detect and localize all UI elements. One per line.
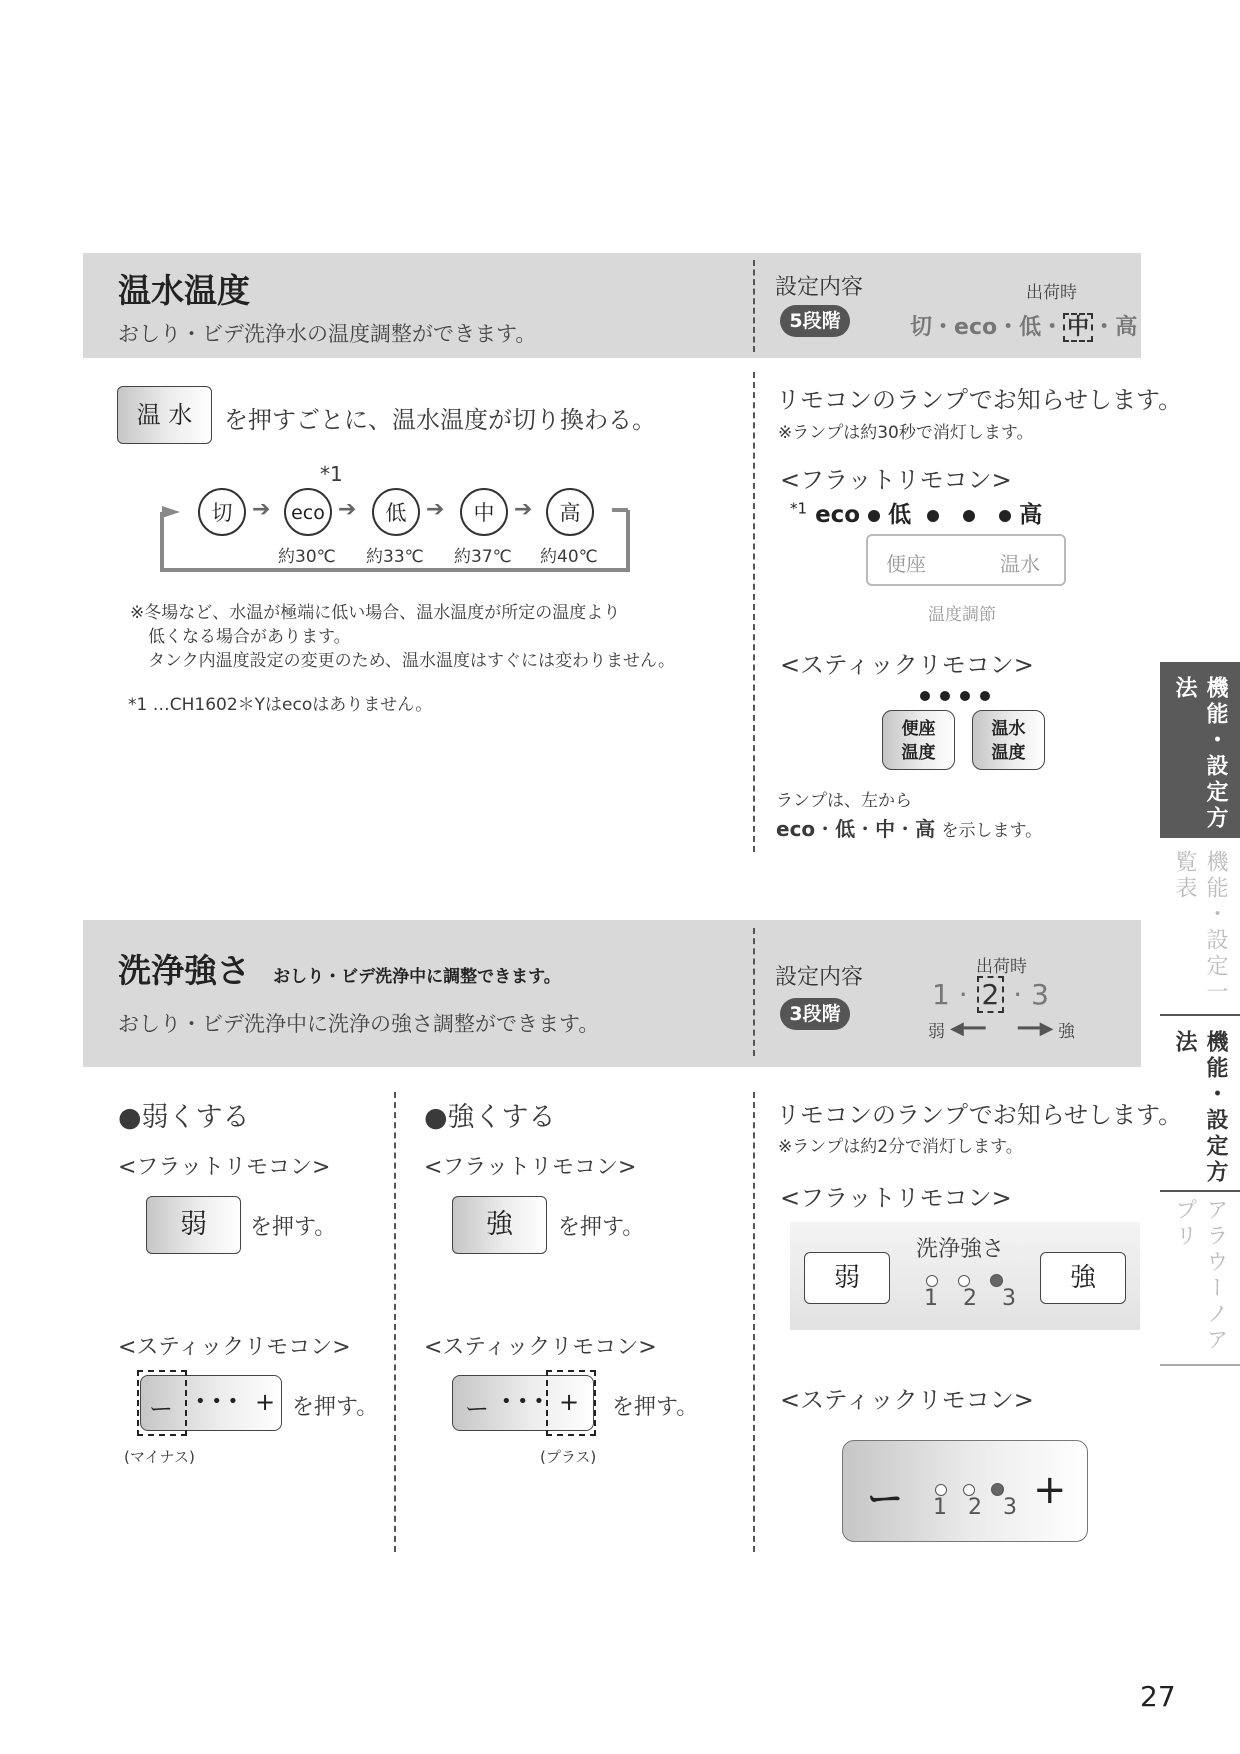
separator: ・ xyxy=(855,817,876,841)
lamp-order xyxy=(776,813,1042,842)
press-text: を押す。 xyxy=(612,1395,699,1420)
arrow-right-icon: ➔ xyxy=(514,497,533,522)
order-suffix: を示します。 xyxy=(941,821,1043,841)
order-high: 高 xyxy=(915,817,936,841)
flat-remote-panel xyxy=(790,1222,1140,1330)
button-line: 便座 xyxy=(901,719,936,739)
panel-title: 洗浄強さ xyxy=(916,1237,1005,1262)
option-setsu: 切 xyxy=(910,315,933,340)
option-mid-default: 中 xyxy=(1063,313,1093,342)
order-eco: eco xyxy=(776,817,816,841)
sidebar-tab-label: 機能・設定方法 xyxy=(1172,676,1228,832)
press-text: を押す。 xyxy=(250,1215,337,1240)
strong-scale-label: 強 xyxy=(1058,1022,1075,1042)
button-char: 温 xyxy=(136,401,161,429)
stick-dots: • • • xyxy=(195,1391,239,1412)
stick-lamps xyxy=(920,686,990,705)
factory-label: 出荷時 xyxy=(976,957,1027,977)
temp-37: 約37℃ xyxy=(454,547,512,567)
sidebar-tab-label: 機能・設定方法 xyxy=(1172,1030,1228,1186)
section1-title: 温水温度 xyxy=(118,271,250,310)
weak-scale-label: 弱 xyxy=(928,1022,945,1042)
lamp-dot xyxy=(960,691,970,701)
note-line3: タンク内温度設定の変更のため、温水温度はすぐには変わりません。 xyxy=(148,651,675,671)
lamp-note: ※ランプは約30秒で消灯します。 xyxy=(778,423,1034,443)
section1-description: おしり・ビデ洗浄水の温度調整ができます。 xyxy=(118,322,537,346)
plus-button[interactable]: + xyxy=(1033,1467,1067,1513)
stick-remote-label: <スティックリモコン> xyxy=(118,1335,351,1360)
flat-eco: eco xyxy=(815,502,861,528)
flat-lamp-row xyxy=(790,496,1042,529)
flat-remote-label: <フラットリモコン> xyxy=(780,1184,1012,1212)
divider xyxy=(753,1092,755,1552)
settings-label: 設定内容 xyxy=(775,965,864,990)
section2-description: おしり・ビデ洗浄中に洗浄の強さ調整ができます。 xyxy=(118,1012,600,1036)
arrow-right-icon: ━━▶ xyxy=(1018,1018,1054,1039)
section2-title-row xyxy=(118,945,561,992)
flat-remote-label: <フラットリモコン> xyxy=(780,466,1012,494)
factory-label: 出荷時 xyxy=(1026,283,1077,303)
arrow-left-icon: ◀━━ xyxy=(950,1018,986,1039)
divider xyxy=(753,260,755,352)
temp-40: 約40℃ xyxy=(540,547,598,567)
panel-weak-button[interactable]: 弱 xyxy=(804,1252,890,1304)
option-low: 低 xyxy=(1019,315,1042,340)
cycle-setsu: 切 xyxy=(198,488,246,536)
note-line2: 低くなる場合があります。 xyxy=(148,627,351,647)
order-mid: 中 xyxy=(875,817,896,841)
order-low: 低 xyxy=(835,817,856,841)
flat-high: 高 xyxy=(1019,502,1043,528)
button-line: 温度 xyxy=(901,743,936,763)
cycle-eco: eco xyxy=(284,488,332,536)
sidebar-tab[interactable] xyxy=(1160,1014,1240,1192)
sidebar-tab-active[interactable] xyxy=(1160,662,1240,838)
section2-title-note: おしり・ビデ洗浄中に調整できます。 xyxy=(273,967,561,987)
minus-caption: (マイナス) xyxy=(124,1448,195,1466)
stick-numbers: 1 2 3 xyxy=(933,1495,1024,1520)
strong-button[interactable]: 強 xyxy=(452,1196,547,1254)
plus-highlight xyxy=(546,1370,596,1436)
divider xyxy=(394,1092,396,1552)
weak-button[interactable]: 弱 xyxy=(146,1196,241,1254)
level-1: 1 xyxy=(932,978,950,1011)
flat-remote-panel xyxy=(866,534,1066,586)
levels-badge: 5段階 xyxy=(780,305,850,337)
lamp-order-intro: ランプは、左から xyxy=(776,791,912,811)
sidebar-tab[interactable] xyxy=(1160,844,1240,1014)
stick-remote-body xyxy=(842,1440,1088,1542)
lamp-dot xyxy=(963,510,975,522)
minus-button[interactable]: ー xyxy=(465,1395,489,1423)
option-eco: eco xyxy=(954,315,998,340)
stick-dots: • • • xyxy=(501,1391,545,1412)
lamp-note: ※ランプは約2分で消灯します。 xyxy=(778,1137,1023,1157)
lamp-dot xyxy=(940,691,950,701)
divider xyxy=(753,928,755,1056)
levels-badge: 3段階 xyxy=(780,998,850,1030)
arrow-right-icon: ➔ xyxy=(338,497,357,522)
lamp-title: リモコンのランプでお知らせします。 xyxy=(776,386,1183,414)
footnote-text: *1 …CH1602＊Yはecoはありません。 xyxy=(128,695,433,715)
stick-water-temp-button[interactable] xyxy=(972,710,1045,770)
option-high: 高 xyxy=(1115,315,1138,340)
warm-water-button[interactable] xyxy=(117,386,212,444)
footnote-marker: *1 xyxy=(320,462,343,486)
flat-marker: *1 xyxy=(790,499,808,518)
instruction-text: を押すごとに、温水温度が切り換わる。 xyxy=(224,406,656,434)
button-line: 温度 xyxy=(991,743,1026,763)
press-text: を押す。 xyxy=(558,1215,645,1240)
minus-highlight xyxy=(137,1370,187,1436)
section2-title: 洗浄強さ xyxy=(118,951,250,990)
lamp-title: リモコンのランプでお知らせします。 xyxy=(776,1101,1183,1129)
lamp-dot xyxy=(980,691,990,701)
option-sequence: 切・eco・低・ 中 ・高 xyxy=(910,315,1138,340)
panel-numbers: 1 2 3 xyxy=(924,1286,1025,1311)
button-char: 水 xyxy=(168,401,193,429)
sidebar-tab-label: アラウーノアプリ xyxy=(1172,1198,1228,1354)
cycle-low: 低 xyxy=(372,488,420,536)
page-number: 27 xyxy=(1140,1680,1176,1713)
lamp-dot xyxy=(868,510,880,522)
stick-remote-label: <スティックリモコン> xyxy=(780,1386,1034,1414)
flat-remote-label: <フラットリモコン> xyxy=(118,1155,331,1180)
separator: ・ xyxy=(815,817,836,841)
temp-30: 約30℃ xyxy=(278,547,336,567)
flat-remote-label: <フラットリモコン> xyxy=(424,1155,637,1180)
separator: ・ xyxy=(895,817,916,841)
flat-low: 低 xyxy=(888,502,912,528)
lamp-dot xyxy=(999,510,1011,522)
divider xyxy=(753,372,755,852)
arrow-right-icon: ➔ xyxy=(252,497,271,522)
panel-strong-button[interactable]: 強 xyxy=(1040,1252,1126,1304)
cycle-mid: 中 xyxy=(460,488,508,536)
panel-seat-button[interactable]: 便座 xyxy=(886,552,926,576)
sidebar-tab-label: 機能・設定一覧表 xyxy=(1172,850,1228,1006)
weaken-heading: ●弱くする xyxy=(118,1102,250,1133)
plus-button[interactable]: + xyxy=(255,1388,276,1416)
level-2-default: 2 xyxy=(977,976,1005,1013)
panel-caption: 温度調節 xyxy=(928,605,996,625)
stick-remote-label: <スティックリモコン> xyxy=(780,651,1034,679)
lamp-dot xyxy=(920,691,930,701)
note-line1: ※冬場など、水温が極端に低い場合、温水温度が所定の温度より xyxy=(130,603,621,623)
lamp-dot xyxy=(927,510,939,522)
strengthen-heading: ●強くする xyxy=(424,1102,556,1133)
stick-seat-temp-button[interactable] xyxy=(882,710,955,770)
cycle-high: 高 xyxy=(546,488,594,536)
arrow-right-icon: ➔ xyxy=(426,497,445,522)
minus-button[interactable]: ー xyxy=(149,1395,173,1423)
minus-button[interactable]: ー xyxy=(867,1479,904,1520)
level-scale: 1 · 2 · 3 xyxy=(932,978,1049,1011)
level-3: 3 xyxy=(1031,978,1049,1011)
panel-water-button[interactable]: 温水 xyxy=(1000,552,1040,576)
button-line: 温水 xyxy=(991,719,1026,739)
plus-button[interactable]: + xyxy=(559,1388,580,1416)
stick-remote-label: <スティックリモコン> xyxy=(424,1335,657,1360)
sidebar-tab[interactable] xyxy=(1160,1192,1240,1366)
plus-caption: (プラス) xyxy=(540,1448,597,1466)
temp-33: 約33℃ xyxy=(366,547,424,567)
settings-label: 設定内容 xyxy=(775,275,864,300)
press-text: を押す。 xyxy=(292,1395,379,1420)
